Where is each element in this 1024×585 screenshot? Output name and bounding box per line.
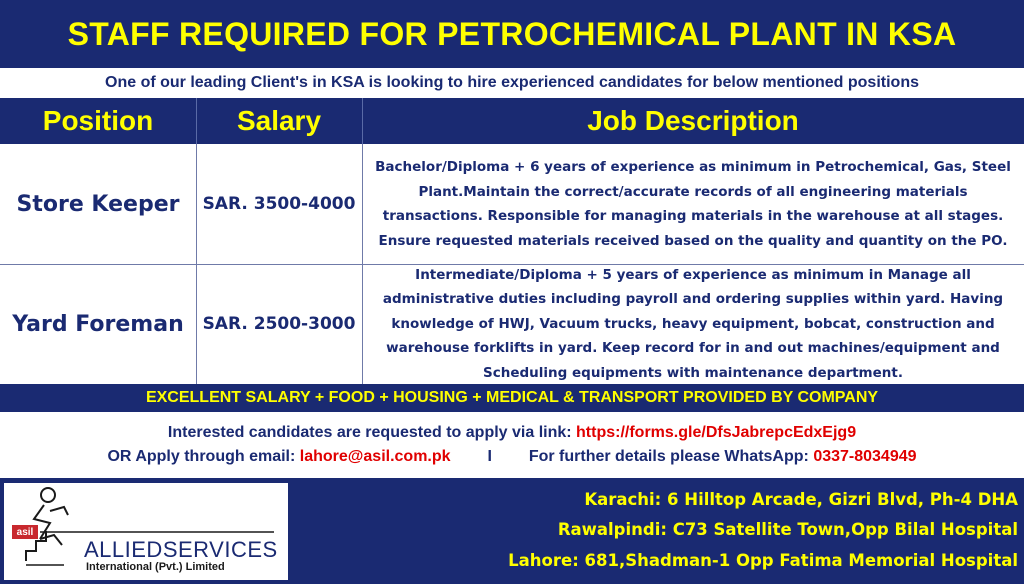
- table-row-salary: SAR. 3500-4000: [202, 194, 356, 214]
- subtitle: One of our leading Client's in KSA is looking to hire experienced candidates for below mentioned positions: [0, 68, 1024, 98]
- page-title: STAFF REQUIRED FOR PETROCHEMICAL PLANT IN KSA: [0, 0, 1024, 68]
- table-row-position: Yard Foreman: [12, 311, 184, 337]
- apply-email-text: OR Apply through email:: [107, 448, 296, 465]
- address-rawalpindi: Rawalpindi: C73 Satellite Town,Opp Bilal Hospital: [557, 520, 1018, 539]
- header-salary: Salary: [236, 105, 322, 136]
- table-row-description: Intermediate/Diploma + 5 years of experience as minimum in Manage all administrative duties including payroll and ordering supplies within yard. Having knowledge of HWJ, Vacuum trucks, heavy equipment, bobcat, construction and warehouse forklifts in yard. Keep record for in and out machines/equipment and Scheduling equipments with maintenance department.: [382, 266, 1004, 381]
- logo-badge: asil: [16, 526, 34, 538]
- separator: I: [487, 448, 492, 465]
- whatsapp-text: For further details please WhatsApp:: [528, 448, 809, 465]
- benefits-banner: EXCELLENT SALARY + FOOD + HOUSING + MEDICAL & TRANSPORT PROVIDED BY COMPANY: [0, 384, 1024, 412]
- apply-email-link[interactable]: lahore@asil.com.pk: [299, 448, 451, 465]
- table-row-salary: SAR. 2500-3000: [202, 314, 356, 334]
- header-job-description: Job Description: [587, 105, 799, 136]
- address-karachi: Karachi: 6 Hilltop Arcade, Gizri Blvd, Ph-4 DHA: [584, 490, 1018, 509]
- table-row-position: Store Keeper: [16, 191, 180, 217]
- logo-tagline: International (Pvt.) Limited: [86, 561, 225, 573]
- apply-section: [0, 412, 1024, 478]
- logo-name: ALLIEDSERVICES: [84, 537, 278, 562]
- whatsapp-number[interactable]: 0337-8034949: [813, 448, 917, 465]
- table-row-description: Bachelor/Diploma + 6 years of experience as minimum in Petrochemical, Gas, Steel Plant.Maintain the correct/accurate records of all engineering materials transactions. Responsible for managing materials in the warehouse at all stages. Ensure requested materials received based on the quality and quantity on the PO.: [375, 159, 1011, 249]
- apply-link-text: Interested candidates are requested to apply via link:: [167, 424, 572, 441]
- address-lahore: Lahore: 681,Shadman-1 Opp Fatima Memorial Hospital: [508, 551, 1018, 570]
- company-logo: [4, 483, 288, 580]
- apply-link[interactable]: https://forms.gle/DfsJabrepcEdxEjg9: [576, 424, 857, 441]
- header-position: Position: [42, 105, 154, 136]
